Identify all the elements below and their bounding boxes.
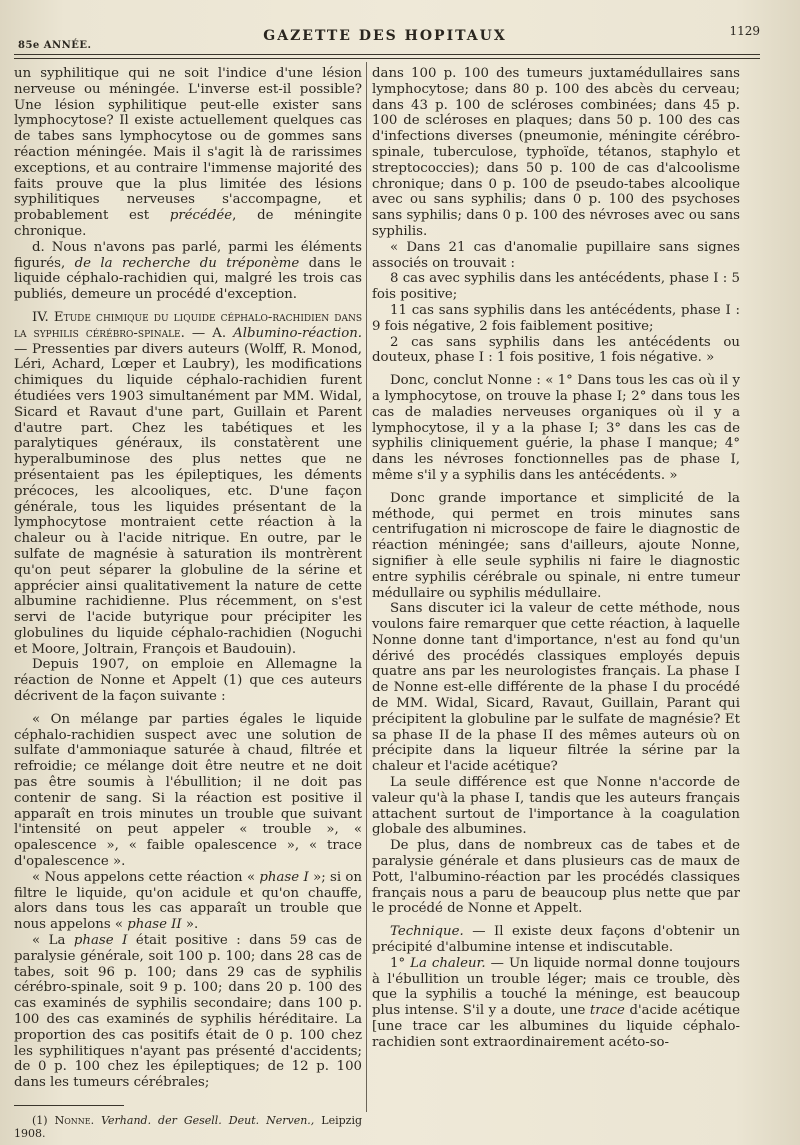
paragraph: « Dans 21 cas d'anomalie pupillaire sans signes associés on trouvait : <box>372 239 740 271</box>
paragraph: d. Nous n'avons pas parlé, parmi les éléments figurés, de la recherche du tréponème dans le liquide céphalo-rachidien qui, malgré les trois cas publiés, demeure un procédé d'exception. <box>14 239 362 303</box>
paragraph: De plus, dans de nombreux cas de tabes et de paralysie générale et dans plusieurs cas de maux de Pott, l'albumino-réaction par les procédés classiques français nous a paru de beaucoup plus nette que par le procédé de Nonne et Appelt. <box>372 838 740 917</box>
paragraph: La seule différence est que Nonne n'accorde de valeur qu'à la phase I, tandis que les auteurs français attachent surtout de l'importance à la coagulation globale des albumines. <box>372 775 740 838</box>
paragraph: 2 cas sans syphilis dans les antécédents ou douteux, phase I : 1 fois positive, 1 fois négative. » <box>372 334 740 366</box>
quote-paragraph: « On mélange par parties égales le liquide céphalo-rachidien suspect avec une solution de sulfate d'ammoniaque saturée à chaud, filtrée et refroidie; ce mélange doit être neutre et ne doit pas être soumis à l'ébullition; il ne doit pas contenir de sang. Si la réaction est positive il apparaît en trois minutes un trouble que suivant l'intensité on peut appeler « trouble », « opalescence », « faible opalescence », « trace d'opalescence ». <box>14 711 362 870</box>
paragraph: dans 100 p. 100 des tumeurs juxtamédullaires sans lymphocytose; dans 80 p. 100 des abcès du cerveau; dans 43 p. 100 de scléroses combinées; dans 45 p. 100 de scléroses en plaques; dans 50 p. 100 des cas d'infections diverses (pneumonie, méningite cérébro-spinale, tuberculose, typhoïde, tétanos, staphylo et streptococcies); dans 50 p. 100 de cas d'alcoolisme chronique; dans 0 p. 100 de pseudo-tabes alcoolique avec ou sans syphilis; dans 0 p. 100 des psychoses sans syphilis; dans 0 p. 100 des névroses avec ou sans syphilis. <box>372 66 740 239</box>
header-rule-thin <box>14 58 760 59</box>
paragraph: Sans discuter ici la valeur de cette méthode, nous voulons faire remarquer que cette réaction, à laquelle Nonne donne tant d'importance, n'est au fond qu'un dérivé des procédés classiques employés depuis quatre ans par les neurologistes français. La phase I de Nonne est-elle différente de la phase I du procédé de MM. Widal, Sicard, Ravaut, Guillain, Parant qui précipitent la globuline par le sulfate de magnésie? Et sa phase II de la phase II des mêmes auteurs où on précipite dans la liqueur filtrée la sérine par la chaleur et l'acide acétique? <box>372 601 740 775</box>
section-heading-iv: IV. Etude chimique du liquide céphalo-rachidien dans la syphilis cérébro-spinale. — A. Albumino-réaction. — Pressenties par divers auteurs (Wolff, R. Monod, Léri, Achard, Lœper et Laubry), les modifications chimiques du liquide céphalo-rachidien furent étudiées vers 1903 simultanément par MM. Widal, Sicard et Ravaut d'une part, Guillain et Parent d'autre part. Chez les tabétiques et les paralytiques généraux, ils constatèrent une hyperalbuminose des plus nettes que ne présentaient pas les épileptiques, les déments précoces, les alcooliques, etc. D'une façon générale, tous les liquides présentant de la lymphocytose montraient cette réaction à la chaleur ou à l'acide nitrique. En outre, par le sulfate de magnésie à saturation ils montrèrent qu'on peut séparer la globuline de la sérine et apprécier ainsi qualitativement la nature de cette albumine rachidienne. Plus récemment, on s'est servi de l'acide butyrique pour précipiter les globulines du liquide céphalo-rachidien (Noguchi et Moore, Joltrain, François et Baudouin). <box>14 309 362 657</box>
volume-label: 85e ANNÉE. <box>18 40 92 51</box>
paragraph: Donc grande importance et simplicité de la méthode, qui permet en trois minutes sans centrifugation ni microscope de faire le diagnostic de réaction méningée; sans d'ailleurs, ajoute Nonne, signifier à elle seule syphilis ni faire le diagnostic entre syphilis cérébrale ou spinale, ni entre tumeur médullaire ou syphilis médullaire. <box>372 490 740 601</box>
left-column <box>14 66 362 1140</box>
quote-paragraph: « La phase I était positive : dans 59 cas de paralysie générale, soit 100 p. 100; dans 28 cas de tabes, soit 96 p. 100; dans 29 cas de syphilis cérébro-spinale, soit 9 p. 100; dans 20 p. 100 des cas examinés de syphilis secondaire; dans 100 p. 100 des cas examinés de syphilis héréditaire. La proportion des cas positifs était de 0 p. 100 chez les syphilitiques n'ayant pas présenté d'accidents; de 0 p. 100 chez les épileptiques; de 12 p. 100 dans les tumeurs cérébrales; <box>14 933 363 1091</box>
technique-paragraph: Technique. — Il existe deux façons d'obtenir un précipité d'albumine intense et indiscutable. <box>372 924 740 956</box>
page-header <box>10 26 760 50</box>
paragraph: 1° La chaleur. — Un liquide normal donne toujours à l'ébullition un trouble léger; mais ce trouble, dès que la syphilis a touché la méninge, est beaucoup plus intense. S'il y a doute, une trace d'acide acétique [une trace car les albumines du liquide céphalo-rachidien sont extraordinairement acéto-so- <box>372 955 740 1050</box>
column-divider <box>366 62 367 1112</box>
paragraph: Depuis 1907, on emploie en Allemagne la réaction de Nonne et Appelt (1) que ces auteurs décrivent de la façon suivante : <box>14 657 362 705</box>
page-number: 1129 <box>729 24 760 38</box>
paragraph: Donc, conclut Nonne : « 1° Dans tous les cas où il y a lymphocytose, on trouve la phase I; 2° dans tous les cas de maladies nerveuses organiques où il y a lymphocytose, il y a la phase I; 3° dans les cas de syphilis cliniquement guérie, la phase I manque; 4° dans les névroses fonctionnelles pas de phase I, même s'il y a syphilis dans les antécédents. » <box>372 373 740 483</box>
quote-paragraph: « Nous appelons cette réaction « phase I »; si on filtre le liquide, qu'on acidule et qu'on chauffe, alors dans tous les cas apparaît un trouble que nous appelons « phase II ». <box>14 869 362 933</box>
footnote-rule <box>14 1105 124 1106</box>
footnote: (1) Nonne. Verhand. der Gesell. Deut. Nerven., Leipzig 1908. <box>14 1114 363 1140</box>
paragraph: un syphilitique qui ne soit l'indice d'une lésion nerveuse ou méningée. L'inverse est-il possible? Une lésion syphilitique peut-elle exister sans lymphocytose? Il existe actuellement quelques cas de tabes sans lymphocytose ou de gommes sans réaction méningée. Mais il s'agit là de rarissimes exceptions, et au contraire l'immense majorité des faits prouve que la plus limitée des lésions syphilitiques nerveuses s'accompagne, et probablement est précédée, de méningite chronique. <box>14 66 362 239</box>
paragraph: 11 cas sans syphilis dans les antécédents, phase I : 9 fois négative, 2 fois faiblement positive; <box>372 302 740 334</box>
paragraph: 8 cas avec syphilis dans les antécédents, phase I : 5 fois positive; <box>372 271 740 303</box>
header-rule-thick <box>14 54 760 55</box>
right-column <box>372 66 740 1051</box>
journal-title: GAZETTE DES HOPITAUX <box>263 28 507 44</box>
